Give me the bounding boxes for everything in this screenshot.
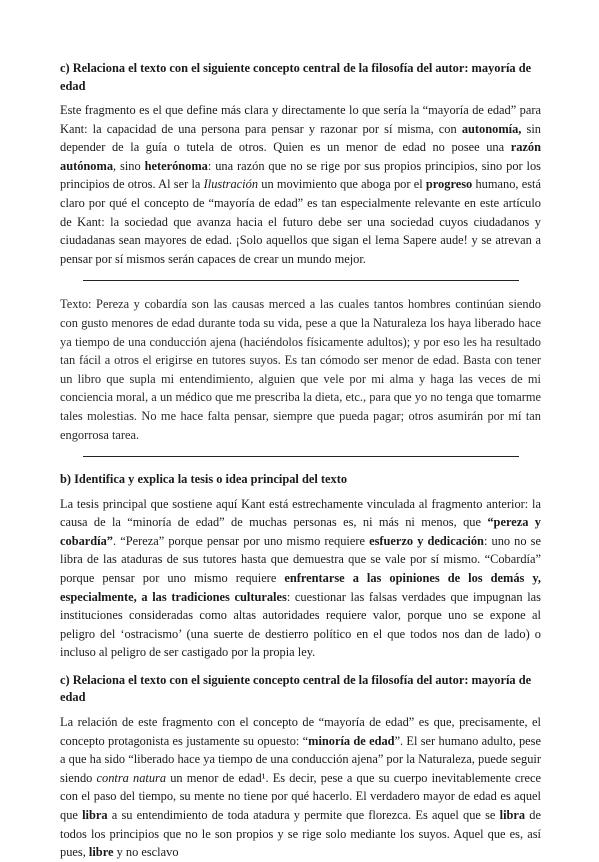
text-run: La relación de este fragmento con el concepto de “mayoría de edad” es que, precisamente, el concepto protagonista es justamente su opuesto: “ (60, 714, 541, 748)
bold-term: progreso (425, 177, 473, 192)
bold-term: libra (82, 807, 108, 822)
text-run: humano, está claro por qué el concepto de “mayoría de edad” es tan especialmente relevante en este artículo de Kant: la sociedad que avanza hacia el futuro debe ser una sociedad cuyos ciudadanos y ciudadanas sean mayores de edad. ¡Solo aquellos que sigan el lema Sapere aude! y se atrevan a pensar por sí mismos serán capaces de crear un mundo mejor. (60, 177, 541, 266)
text-run: un menor de edad¹. Es decir, pese a que su cuerpo inevitablemente crece con el paso del tiempo, su mente no tiene por qué hacerlo. El verdadero mayor de edad es aquel que (60, 770, 541, 822)
italic-term: Ilustración (203, 177, 259, 192)
bold-term: razón autónoma (60, 140, 541, 173)
section-tesis (60, 471, 541, 662)
divider (83, 456, 519, 457)
bold-term: minoría de edad (308, 733, 395, 748)
section-paragraph (60, 495, 541, 662)
text-run: La tesis principal que sostiene aquí Kant está estrechamente vinculada al fragmento anterior: la causa de la “minoría de edad” de muchas personas es, ni más ni menos, que (60, 496, 541, 530)
bold-term: esfuerzo y dedicación (369, 533, 484, 548)
text-run: . “Pereza” porque pensar por uno mismo requiere (113, 533, 370, 548)
text-run: Este fragmento es el que define más clara y directamente lo que sería la “mayoría de edad” para Kant: la capacidad de una persona para pensar y razonar por sí misma, con (60, 103, 541, 136)
bold-term: heterónoma (144, 158, 208, 173)
section-paragraph (60, 713, 541, 862)
text-run: : una razón que no se rige por sus propios principios, sino por los principios de otros. Al ser la (60, 158, 541, 192)
text-run: un movimiento que aboga por el (258, 177, 426, 192)
italic-term: contra natura (96, 770, 167, 785)
text-run: a su entendimiento de toda atadura y permite que florezca. Es aquel que se (107, 807, 500, 822)
bold-term: libre (88, 845, 114, 860)
quoted-text (60, 295, 541, 444)
divider (83, 280, 519, 281)
bold-term: “pereza y cobardía” (60, 515, 541, 548)
text-run: , sino (113, 158, 145, 173)
section-heading: c) Relaciona el texto con el siguiente concepto central de la filosofía del autor: mayoría de edad (60, 61, 532, 93)
bold-term: autonomía, (461, 121, 522, 136)
section-heading: b) Identifica y explica la tesis o idea principal del texto (60, 472, 348, 487)
bold-term: libra (499, 807, 526, 822)
section-mayoria-de-edad-2 (60, 672, 541, 862)
text-run: : uno no se libra de las ataduras de sus tutores hasta que demuestra que se vale por sí mismo. “Cobardía” porque pensar por uno mismo requiere (60, 533, 541, 585)
text-run: sin depender de la guía o tutela de otros. Quien es un menor de edad no posee una (60, 121, 541, 155)
text-run: de todos los principios que no le son propios y se rige solo mediante los suyos. Aquel que es, así pues, (60, 807, 541, 860)
section-heading: c) Relaciona el texto con el siguiente concepto central de la filosofía del autor: mayoría de edad (60, 672, 532, 705)
quote-paragraph: Texto: Pereza y cobardía son las causas merced a las cuales tantos hombres continúan siendo con gusto menores de edad durante toda su vida, pese a que la Naturaleza los haya liberado hace ya tiempo de una conducción ajena (haciéndolos físicamente adultos); y por eso les ha resultado tan fácil a otros el erigirse en tutores suyos. Es tan cómodo ser menor de edad. Basta con tener un libro que supla mi entendimiento, alguien que vele por mi alma y haga las veces de mi conciencia moral, a un médico que me prescriba la dieta, etc., para que yo no tenga que tomarme tales molestias. No me hace falta pensar, siempre que pueda pagar; otros asumirán por mí tan engorrosa tarea. (60, 297, 541, 442)
text-run: y no esclavo (113, 845, 179, 860)
text-run: : cuestionar las falsas verdades que impugnan las instituciones consideradas como altas autoridades requiere valor, porque uno se expone al peligro del ‘ostracismo’ (una suerte de destierro político en el que todos nos dan de lado) o incluso al peligro de ser castigado por la propia ley. (60, 589, 541, 660)
section-paragraph (60, 101, 541, 268)
section-mayoria-de-edad-1 (60, 60, 541, 268)
text-run: ”. El ser humano adulto, pese a que ha sido “liberado hace ya tiempo de una conducción ajena” por la Naturaleza, puede seguir siendo (60, 733, 541, 785)
bold-term: enfrentarse a las opiniones de los demás y, especialmente, a las tradiciones culturales (60, 570, 541, 604)
